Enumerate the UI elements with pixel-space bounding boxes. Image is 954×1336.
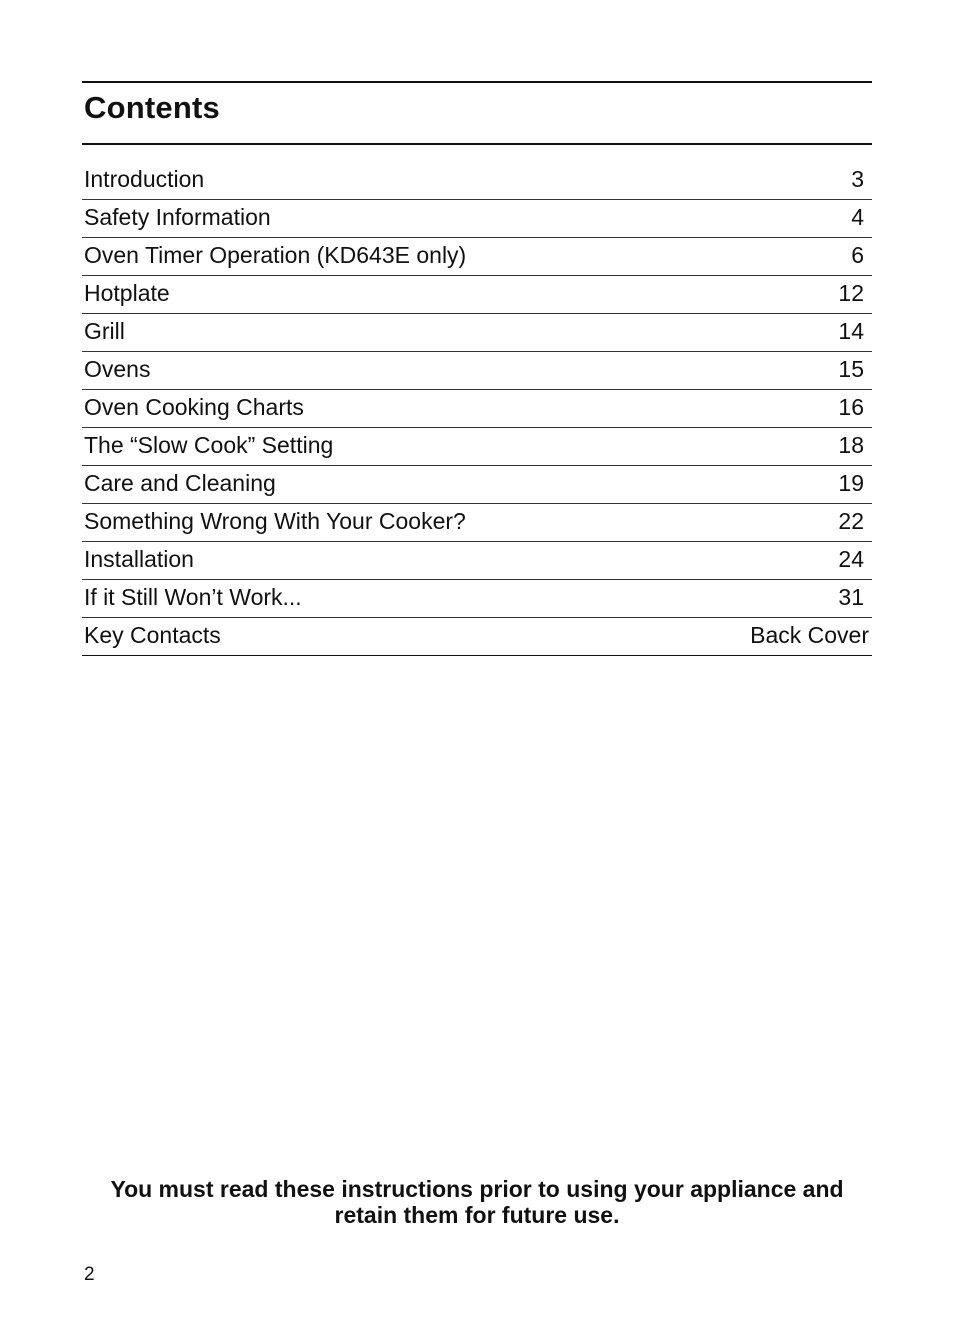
page-number: 2 — [84, 1264, 95, 1285]
toc-entry-page: 16 — [838, 394, 864, 420]
toc-entry-if-it-still-wont-work[interactable] — [82, 580, 872, 618]
toc-entry-page: 3 — [851, 166, 864, 192]
heading-rule — [82, 143, 872, 145]
toc-entry-something-wrong[interactable] — [82, 504, 872, 542]
toc-entry-page: 12 — [838, 280, 864, 306]
toc-entry-page: 31 — [838, 584, 864, 610]
notice-line-1: You must read these instructions prior to using your appliance and — [110, 1176, 844, 1202]
toc-entry-title: Hotplate — [84, 280, 170, 306]
toc-entry-introduction[interactable] — [82, 162, 872, 200]
toc-entry-title: Something Wrong With Your Cooker? — [84, 508, 466, 534]
toc-entry-grill[interactable] — [82, 314, 872, 352]
toc-entry-page: 4 — [851, 204, 864, 230]
toc-entry-ovens[interactable] — [82, 352, 872, 390]
toc-entry-oven-timer-operation[interactable] — [82, 238, 872, 276]
table-of-contents — [82, 162, 872, 656]
toc-entry-page: 24 — [838, 546, 864, 572]
toc-entry-page: 19 — [838, 470, 864, 496]
toc-entry-page: 6 — [851, 242, 864, 268]
toc-entry-title: Ovens — [84, 356, 151, 382]
toc-entry-care-and-cleaning[interactable] — [82, 466, 872, 504]
page-title: Contents — [84, 90, 220, 125]
toc-entry-slow-cook-setting[interactable] — [82, 428, 872, 466]
toc-entry-title: Installation — [84, 546, 194, 572]
toc-entry-title: If it Still Won’t Work... — [84, 584, 302, 610]
toc-entry-title: Oven Cooking Charts — [84, 394, 304, 420]
toc-entry-key-contacts[interactable] — [82, 618, 872, 656]
toc-entry-title: Oven Timer Operation (KD643E only) — [84, 242, 467, 268]
toc-entry-page: 22 — [838, 508, 864, 534]
notice-line-2: retain them for future use. — [334, 1202, 620, 1228]
toc-entry-title: Introduction — [84, 166, 205, 192]
read-instructions-notice — [82, 1176, 872, 1228]
toc-entry-hotplate[interactable] — [82, 276, 872, 314]
toc-entry-oven-cooking-charts[interactable] — [82, 390, 872, 428]
toc-entry-title: Key Contacts — [84, 622, 221, 648]
toc-entry-title: Safety Information — [84, 204, 271, 230]
toc-entry-title: Care and Cleaning — [84, 470, 276, 496]
top-rule — [82, 81, 872, 83]
toc-entry-page: 15 — [838, 356, 864, 382]
toc-entry-title: Grill — [84, 318, 125, 344]
toc-entry-title: The “Slow Cook” Setting — [84, 432, 334, 458]
toc-entry-page: 18 — [838, 432, 864, 458]
toc-entry-installation[interactable] — [82, 542, 872, 580]
toc-entry-page: 14 — [838, 318, 864, 344]
toc-entry-page: Back Cover — [750, 622, 869, 648]
toc-entry-safety-information[interactable] — [82, 200, 872, 238]
